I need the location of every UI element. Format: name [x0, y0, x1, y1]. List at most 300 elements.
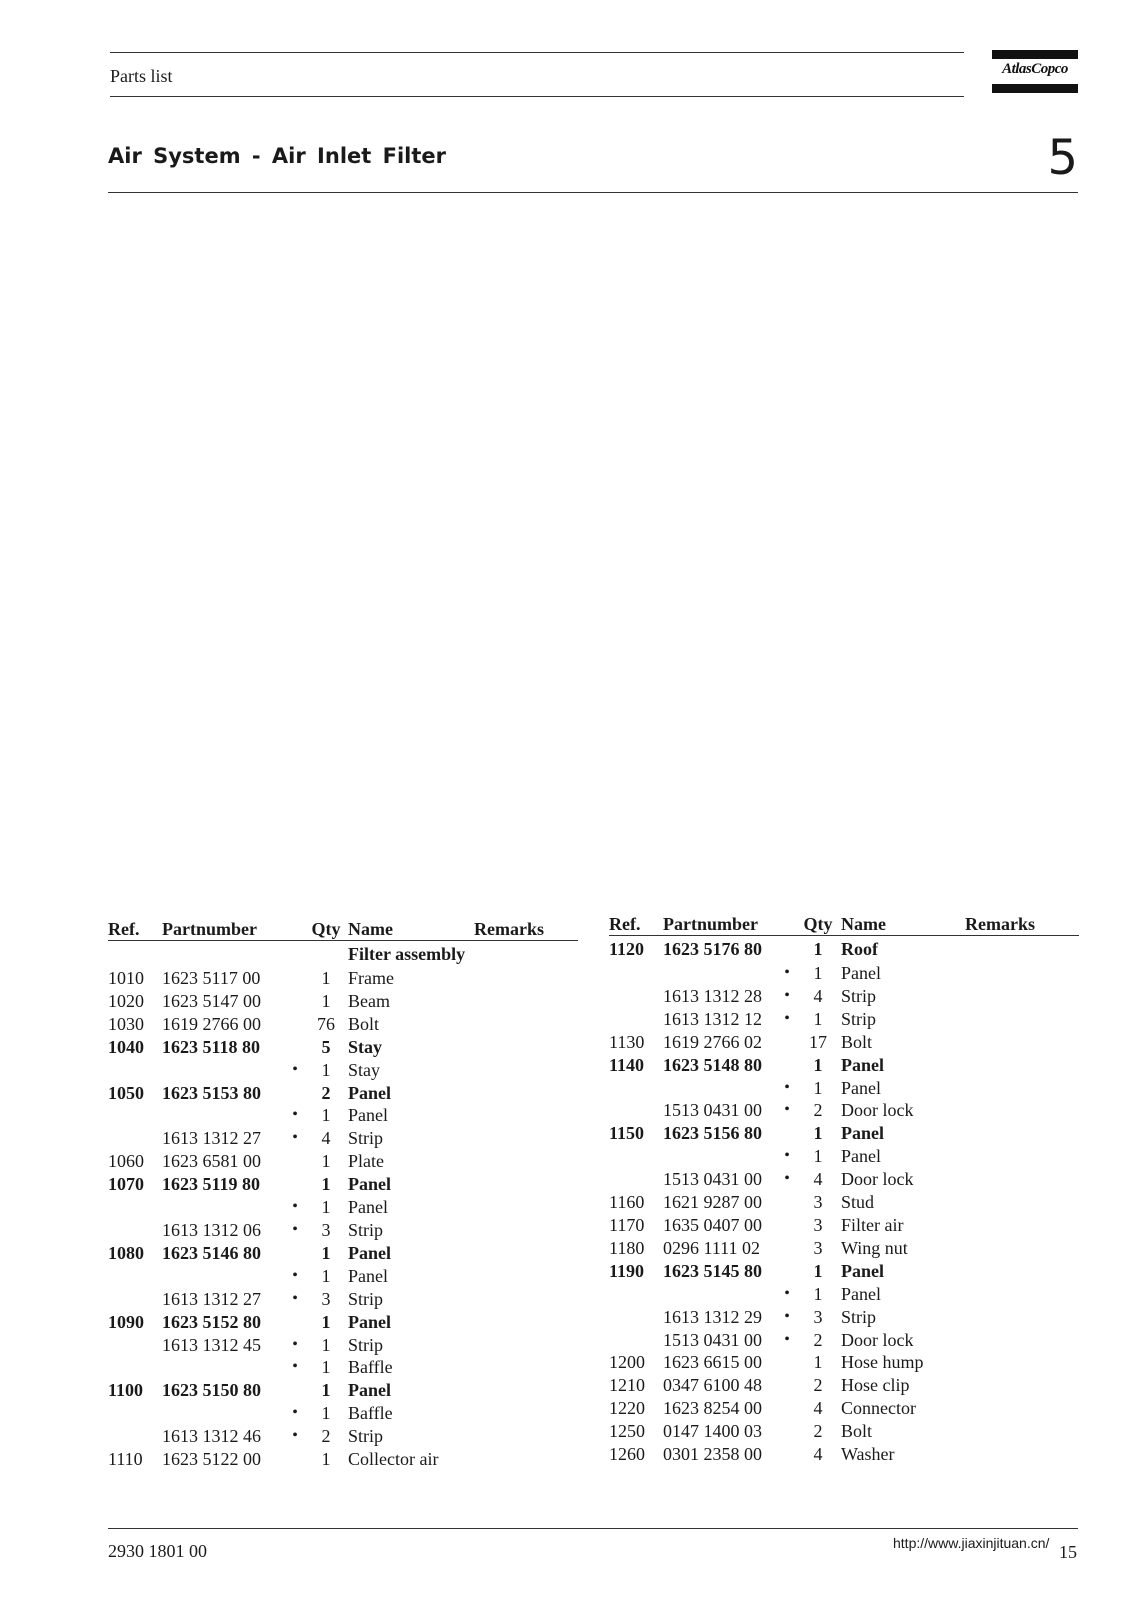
partnumber-cell: [162, 1196, 286, 1219]
remarks-cell: [474, 1448, 578, 1471]
table-row: [609, 1237, 1079, 1260]
table-row: [609, 1008, 1079, 1031]
ref-cell: [108, 941, 162, 968]
bullet-cell: [779, 1397, 795, 1420]
ref-cell: [108, 1196, 162, 1219]
bullet-cell: [779, 1214, 795, 1237]
remarks-cell: [965, 1397, 1079, 1420]
ref-cell: 1020: [108, 990, 144, 1011]
name-cell: Frame: [348, 968, 394, 988]
table-row: [108, 1448, 578, 1471]
bullet-cell: •: [292, 1266, 298, 1284]
col-remarks-header: Remarks: [965, 913, 1079, 936]
table-row: [108, 1425, 578, 1448]
qty-cell: 1: [813, 1260, 823, 1281]
bullet-cell: [286, 1013, 304, 1036]
remarks-cell: [965, 1031, 1079, 1054]
ref-cell: 1120: [609, 938, 645, 959]
name-cell: Filter assembly: [348, 943, 466, 964]
bullet-cell: •: [784, 1284, 790, 1302]
partnumber-cell: 1619 2766 00: [162, 1013, 261, 1034]
table-row: [609, 962, 1079, 985]
bullet-cell: •: [292, 1335, 298, 1353]
ref-cell: [609, 1168, 663, 1191]
name-cell: Wing nut: [841, 1237, 908, 1258]
partnumber-cell: 1513 0431 00: [663, 1329, 762, 1350]
bullet-cell: [779, 1351, 795, 1374]
partnumber-cell: 1623 6581 00: [162, 1151, 261, 1172]
remarks-cell: [474, 1219, 578, 1242]
remarks-cell: [474, 1288, 578, 1311]
partnumber-cell: 1613 1312 45: [162, 1334, 261, 1355]
remarks-cell: [474, 1402, 578, 1425]
bullet-cell: [286, 1036, 304, 1059]
name-cell: Panel: [841, 963, 881, 983]
table-row: [108, 1013, 578, 1036]
qty-cell: 1: [813, 1283, 823, 1304]
qty-cell: 3: [813, 1237, 823, 1258]
col-name-header: Name: [841, 913, 965, 936]
qty-cell: 1: [321, 1197, 331, 1218]
table-row: [108, 1127, 578, 1150]
name-cell: Strip: [348, 1219, 384, 1240]
name-cell: Strip: [841, 985, 877, 1006]
name-cell: Washer: [841, 1444, 895, 1465]
table-row: [609, 985, 1079, 1008]
col-ref-header: Ref.: [108, 918, 162, 941]
qty-cell: 3: [813, 1214, 823, 1235]
remarks-cell: [474, 1334, 578, 1357]
ref-cell: [609, 1283, 663, 1306]
bullet-cell: [779, 1054, 795, 1077]
ref-cell: [108, 1265, 162, 1288]
qty-cell: 3: [321, 1288, 331, 1309]
table-row: [108, 1288, 578, 1311]
qty-cell: 2: [813, 1329, 823, 1350]
remarks-cell: [474, 1082, 578, 1105]
partnumber-cell: 1623 5150 80: [162, 1380, 261, 1401]
bullet-cell: •: [292, 1106, 298, 1124]
partnumber-cell: [663, 1145, 779, 1168]
partnumber-cell: 1623 5118 80: [162, 1036, 261, 1057]
remarks-cell: [965, 962, 1079, 985]
name-cell: Panel: [348, 1082, 391, 1103]
partnumber-cell: 1619 2766 02: [663, 1031, 762, 1052]
qty-cell: 3: [813, 1306, 823, 1327]
partnumber-cell: [162, 941, 286, 968]
partnumber-cell: [663, 962, 779, 985]
table-row: [108, 941, 578, 968]
bullet-cell: [779, 1031, 795, 1054]
qty-cell: 1: [321, 990, 331, 1011]
page-title: Air System - Air Inlet Filter: [108, 144, 446, 168]
partnumber-cell: 1623 5145 80: [663, 1260, 762, 1281]
name-cell: Hose hump: [841, 1352, 924, 1373]
ref-cell: [108, 1127, 162, 1150]
ref-cell: [609, 962, 663, 985]
table-row: [108, 1402, 578, 1425]
bullet-cell: •: [784, 1009, 790, 1027]
remarks-cell: [965, 1306, 1079, 1329]
name-cell: Bolt: [841, 1421, 873, 1442]
name-cell: Baffle: [348, 1357, 393, 1378]
ref-cell: [609, 1008, 663, 1031]
bullet-cell: [286, 1150, 304, 1173]
qty-cell: 1: [813, 1123, 823, 1144]
ref-cell: [609, 1077, 663, 1100]
remarks-cell: [965, 1237, 1079, 1260]
remarks-cell: [965, 1145, 1079, 1168]
name-cell: Panel: [841, 1054, 884, 1075]
partnumber-cell: 1613 1312 06: [162, 1219, 261, 1240]
qty-cell: 3: [321, 1219, 331, 1240]
qty-cell: 1: [321, 1449, 331, 1470]
col-qty-header: Qty: [304, 918, 348, 941]
table-row: [108, 1196, 578, 1219]
table-row: [609, 1351, 1079, 1374]
qty-cell: 3: [813, 1192, 823, 1213]
ref-cell: 1250: [609, 1421, 645, 1442]
bullet-cell: •: [784, 1078, 790, 1096]
bullet-cell: •: [292, 1220, 298, 1238]
table-row: [108, 1379, 578, 1402]
partnumber-cell: [162, 1059, 286, 1082]
ref-cell: [609, 1099, 663, 1122]
col-partnumber-header: Partnumber: [663, 913, 779, 936]
qty-cell: 1: [321, 1403, 331, 1424]
bullet-cell: [286, 990, 304, 1013]
name-cell: Connector: [841, 1398, 916, 1419]
name-cell: Stay: [348, 1059, 381, 1080]
partnumber-cell: 0301 2358 00: [663, 1444, 762, 1465]
ref-cell: 1210: [609, 1375, 645, 1396]
bullet-cell: •: [784, 964, 790, 981]
qty-cell: 1: [813, 1008, 823, 1029]
table-row: [108, 1311, 578, 1334]
remarks-cell: [474, 1173, 578, 1196]
qty-cell: 1: [321, 1380, 331, 1401]
partnumber-cell: 1623 5152 80: [162, 1311, 261, 1332]
remarks-cell: [965, 1420, 1079, 1443]
bullet-cell: [286, 1242, 304, 1265]
partnumber-cell: [162, 1356, 286, 1379]
ref-cell: 1040: [108, 1036, 144, 1057]
name-cell: Stay: [348, 1036, 383, 1057]
table-row: [609, 1145, 1079, 1168]
ref-cell: 1170: [609, 1214, 645, 1235]
table-row: [108, 1059, 578, 1082]
bullet-cell: [779, 1237, 795, 1260]
bullet-cell: •: [784, 1170, 790, 1188]
qty-cell: 1: [321, 1311, 331, 1332]
ref-cell: 1100: [108, 1380, 144, 1401]
remarks-cell: [474, 1196, 578, 1219]
qty-cell: 4: [813, 1169, 823, 1190]
ref-cell: [108, 1104, 162, 1127]
qty-cell: 1: [813, 1146, 823, 1167]
partnumber-cell: 1623 5153 80: [162, 1082, 261, 1103]
remarks-cell: [965, 936, 1079, 963]
title-rule: [108, 192, 1078, 193]
ref-cell: [108, 1288, 162, 1311]
remarks-cell: [965, 1283, 1079, 1306]
remarks-cell: [474, 1311, 578, 1334]
remarks-cell: [474, 1036, 578, 1059]
partnumber-cell: 1613 1312 27: [162, 1128, 261, 1149]
partnumber-cell: 0147 1400 03: [663, 1421, 762, 1442]
section-number: 5: [1047, 130, 1078, 186]
col-name-header: Name: [348, 918, 474, 941]
table-row: [108, 1242, 578, 1265]
partnumber-cell: 1623 5176 80: [663, 938, 762, 959]
partnumber-cell: 1513 0431 00: [663, 1100, 762, 1121]
bullet-cell: •: [784, 1147, 790, 1165]
remarks-cell: [474, 941, 578, 968]
remarks-cell: [965, 1054, 1079, 1077]
table-row: [609, 1329, 1079, 1352]
table-row: [108, 1082, 578, 1105]
name-cell: Door lock: [841, 1329, 914, 1350]
partnumber-cell: 1623 5146 80: [162, 1242, 261, 1263]
remarks-cell: [474, 1059, 578, 1082]
table-row: [609, 1374, 1079, 1397]
qty-cell: 1: [321, 1357, 331, 1378]
ref-cell: [108, 1402, 162, 1425]
qty-cell: 4: [813, 1444, 823, 1465]
table-row: [609, 1443, 1079, 1466]
ref-cell: 1140: [609, 1054, 645, 1075]
name-cell: Strip: [348, 1288, 384, 1309]
name-cell: Strip: [841, 1008, 877, 1029]
remarks-cell: [965, 1168, 1079, 1191]
parts-table-right: [609, 913, 1079, 1466]
partnumber-cell: 1623 5122 00: [162, 1449, 261, 1470]
table-row: [609, 1214, 1079, 1237]
partnumber-cell: 1613 1312 29: [663, 1306, 762, 1327]
partnumber-cell: 1513 0431 00: [663, 1169, 762, 1190]
atlas-copco-logo: [992, 50, 1078, 94]
remarks-cell: [474, 1425, 578, 1448]
partnumber-cell: 1623 5156 80: [663, 1123, 762, 1144]
table-row: [609, 1031, 1079, 1054]
ref-cell: [609, 1329, 663, 1352]
name-cell: Collector air: [348, 1449, 439, 1470]
qty-cell: 1: [321, 1105, 331, 1126]
bullet-cell: •: [784, 1101, 790, 1119]
header-top-rule: [110, 52, 964, 53]
remarks-cell: [965, 1443, 1079, 1466]
footer-rule: [108, 1528, 1078, 1529]
footer-page-number: 15: [1059, 1542, 1077, 1562]
qty-cell: 2: [321, 1426, 331, 1447]
qty-cell: 2: [321, 1082, 331, 1103]
ref-cell: 1010: [108, 968, 144, 988]
table-row: [108, 1219, 578, 1242]
name-cell: Panel: [841, 1260, 884, 1281]
ref-cell: 1150: [609, 1123, 645, 1144]
remarks-cell: [474, 990, 578, 1013]
partnumber-cell: [162, 1265, 286, 1288]
remarks-cell: [965, 985, 1079, 1008]
ref-cell: 1260: [609, 1444, 645, 1465]
qty-cell: 1: [813, 1077, 823, 1098]
partnumber-cell: 0347 6100 48: [663, 1375, 762, 1396]
name-cell: Strip: [348, 1426, 384, 1447]
table-row: [609, 1054, 1079, 1077]
ref-cell: 1220: [609, 1398, 645, 1419]
remarks-cell: [474, 967, 578, 990]
table-row: [609, 1077, 1079, 1100]
name-cell: Panel: [348, 1105, 388, 1126]
remarks-cell: [965, 1374, 1079, 1397]
col-ref-header: Ref.: [609, 913, 663, 936]
name-cell: Panel: [348, 1197, 388, 1218]
bullet-cell: [779, 1443, 795, 1466]
bullet-cell: •: [784, 986, 790, 1004]
bullet-cell: [286, 1082, 304, 1105]
qty-cell: 1: [321, 1059, 331, 1080]
col-remarks-header: Remarks: [474, 918, 578, 941]
table-row: [108, 1265, 578, 1288]
remarks-cell: [474, 1265, 578, 1288]
partnumber-cell: [663, 1283, 779, 1306]
qty-cell: 1: [321, 1174, 331, 1195]
qty-cell: 2: [813, 1421, 823, 1442]
table-row: [609, 1283, 1079, 1306]
name-cell: Panel: [348, 1380, 391, 1401]
ref-cell: 1090: [108, 1311, 144, 1332]
name-cell: Strip: [348, 1334, 384, 1355]
ref-cell: 1200: [609, 1352, 645, 1373]
table-row: [108, 990, 578, 1013]
table-row: [609, 1122, 1079, 1145]
name-cell: Panel: [348, 1242, 391, 1263]
remarks-cell: [965, 1214, 1079, 1237]
ref-cell: 1160: [609, 1192, 645, 1213]
ref-cell: 1030: [108, 1013, 144, 1034]
qty-cell: 1: [321, 1334, 331, 1355]
ref-cell: 1130: [609, 1031, 645, 1052]
ref-cell: [609, 1306, 663, 1329]
table-row: [108, 1150, 578, 1173]
partnumber-cell: 1613 1312 28: [663, 985, 762, 1006]
table-row: [108, 967, 578, 990]
bullet-cell: •: [292, 1198, 298, 1216]
remarks-cell: [965, 1260, 1079, 1283]
qty-cell: 1: [813, 963, 823, 983]
name-cell: Plate: [348, 1151, 384, 1172]
name-cell: Panel: [841, 1123, 884, 1144]
logo-wordmark: AtlasCopco: [1002, 61, 1068, 77]
table-row: [108, 1356, 578, 1379]
partnumber-cell: [162, 1402, 286, 1425]
bullet-cell: [779, 1374, 795, 1397]
name-cell: Strip: [841, 1306, 877, 1327]
qty-cell: [304, 941, 348, 968]
footer-url: http://www.jiaxinjituan.cn/: [893, 1535, 1050, 1551]
remarks-cell: [474, 1379, 578, 1402]
bullet-cell: •: [292, 1289, 298, 1307]
ref-cell: 1080: [108, 1242, 144, 1263]
ref-cell: 1060: [108, 1151, 144, 1172]
partnumber-cell: [663, 1077, 779, 1100]
name-cell: Panel: [841, 1077, 881, 1098]
remarks-cell: [965, 1008, 1079, 1031]
table-row: [609, 1397, 1079, 1420]
qty-cell: 1: [813, 938, 823, 959]
table-row: [108, 1104, 578, 1127]
name-cell: Panel: [841, 1146, 881, 1167]
partnumber-cell: 1613 1312 27: [162, 1288, 261, 1309]
table-row: [609, 1260, 1079, 1283]
bullet-cell: •: [292, 1129, 298, 1147]
name-cell: Door lock: [841, 1100, 914, 1121]
ref-cell: 1190: [609, 1260, 645, 1281]
name-cell: Roof: [841, 938, 878, 959]
remarks-cell: [965, 1351, 1079, 1374]
bullet-cell: [286, 967, 304, 990]
name-cell: Strip: [348, 1128, 384, 1149]
bullet-cell: •: [784, 1307, 790, 1325]
bullet-cell: •: [292, 1358, 298, 1376]
ref-cell: 1180: [609, 1237, 645, 1258]
header-bottom-rule: [110, 96, 964, 97]
bullet-cell: [286, 941, 304, 968]
name-cell: Bolt: [348, 1013, 380, 1034]
partnumber-cell: 1623 8254 00: [663, 1398, 762, 1419]
bullet-cell: •: [292, 1404, 298, 1422]
bullet-cell: •: [292, 1060, 298, 1078]
qty-cell: 2: [813, 1375, 823, 1396]
qty-cell: 76: [317, 1013, 335, 1034]
ref-cell: [108, 1356, 162, 1379]
bullet-cell: [286, 1379, 304, 1402]
remarks-cell: [965, 1122, 1079, 1145]
remarks-cell: [474, 1356, 578, 1379]
qty-cell: 1: [321, 1151, 331, 1172]
qty-cell: 4: [321, 1128, 331, 1149]
table-row: [108, 1036, 578, 1059]
bullet-cell: [286, 1448, 304, 1471]
col-partnumber-header: Partnumber: [162, 918, 286, 941]
remarks-cell: [474, 1104, 578, 1127]
partnumber-cell: 1623 5117 00: [162, 968, 261, 988]
bullet-cell: [779, 1122, 795, 1145]
partnumber-cell: [162, 1104, 286, 1127]
ref-cell: [108, 1425, 162, 1448]
name-cell: Beam: [348, 990, 390, 1011]
remarks-cell: [474, 1013, 578, 1036]
remarks-cell: [965, 1099, 1079, 1122]
name-cell: Panel: [348, 1265, 388, 1286]
partnumber-cell: 1613 1312 46: [162, 1426, 261, 1447]
bullet-cell: [779, 936, 795, 963]
qty-cell: 4: [813, 985, 823, 1006]
bullet-cell: [779, 1260, 795, 1283]
bullet-cell: [779, 1420, 795, 1443]
bullet-cell: [286, 1311, 304, 1334]
partnumber-cell: 1623 5147 00: [162, 990, 261, 1011]
partnumber-cell: 1623 5119 80: [162, 1174, 261, 1195]
qty-cell: 1: [321, 1265, 331, 1286]
qty-cell: 1: [813, 1352, 823, 1373]
table-row: [108, 1173, 578, 1196]
qty-cell: 4: [813, 1398, 823, 1419]
qty-cell: 2: [813, 1100, 823, 1121]
partnumber-cell: 1613 1312 12: [663, 1008, 762, 1029]
table-row: [609, 936, 1079, 963]
partnumber-cell: 1635 0407 00: [663, 1214, 762, 1235]
